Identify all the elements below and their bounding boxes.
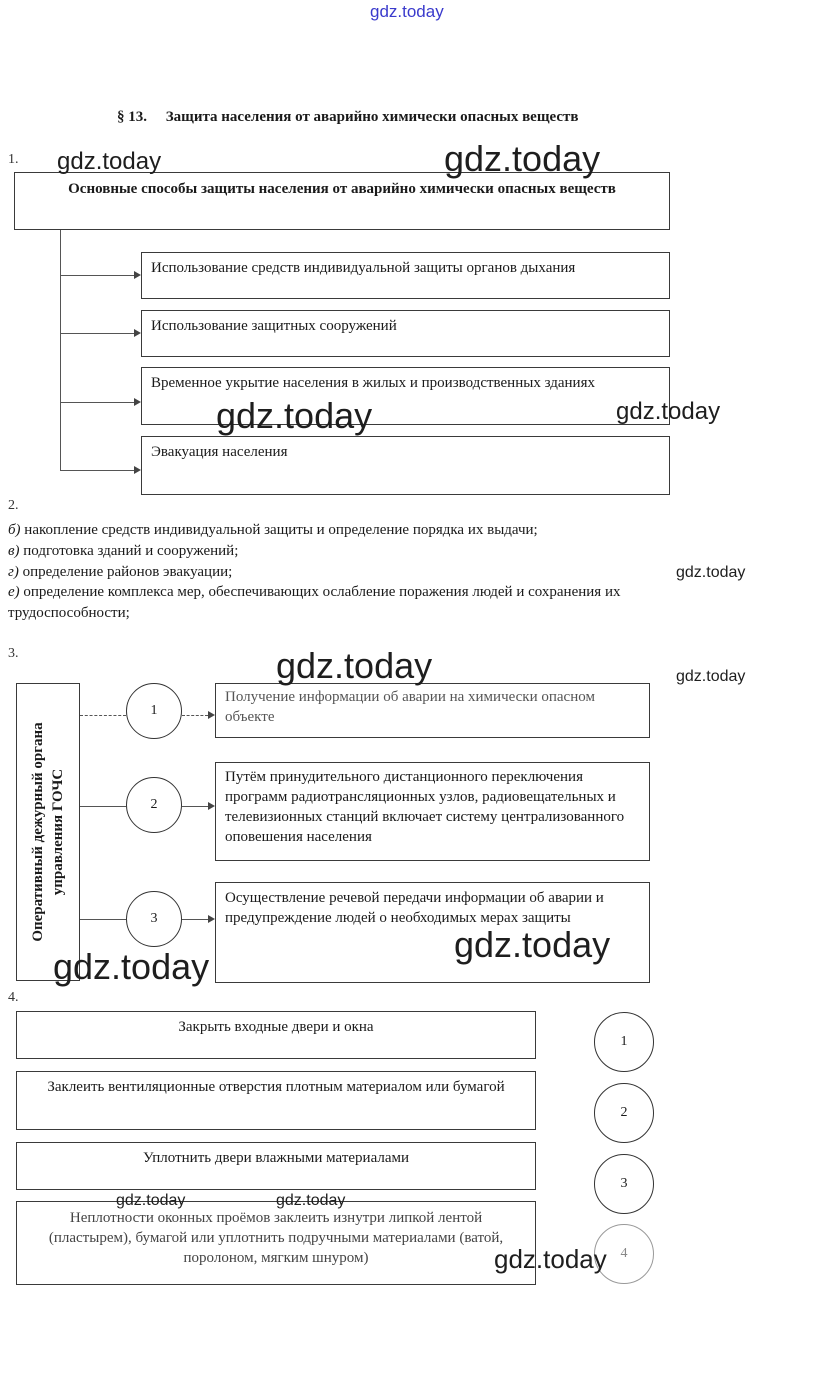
- method-text-4: Эвакуация населения: [151, 444, 288, 460]
- step-1-line-right: [182, 715, 208, 716]
- method-text-3: Временное укрытие населения в жилых и производственных зданиях: [151, 375, 595, 391]
- connector-4: [60, 470, 134, 471]
- action-circle-3: 3: [594, 1154, 654, 1214]
- page-title: § 13. Защита населения от аварийно химически опасных веществ: [117, 109, 579, 125]
- list-item-b: [8, 520, 538, 540]
- list-item-g: [8, 562, 232, 582]
- section-1-number: 1.: [8, 152, 19, 167]
- section-3-number: 3.: [8, 646, 19, 661]
- list-text-e-continued: трудоспособности;: [8, 605, 130, 621]
- list-text-b: накопление средств индивидуальной защиты и определение порядка их выдачи;: [20, 522, 538, 538]
- action-box-1: [16, 1011, 536, 1059]
- watermark: gdz.today: [454, 924, 611, 965]
- step-3-line-right: [182, 919, 208, 920]
- step-2-box: [215, 762, 650, 861]
- watermark: gdz.today: [53, 946, 210, 987]
- connector-3: [60, 402, 134, 403]
- action-text-3: Уплотнить двери влажными материалами: [142, 1150, 410, 1166]
- list-letter-e: е): [8, 584, 20, 600]
- arrow-2: [134, 329, 141, 337]
- watermark: gdz.today: [676, 564, 746, 581]
- arrow-1: [134, 271, 141, 279]
- duty-officer-box: [16, 683, 80, 981]
- section-1-trunk: [60, 230, 61, 471]
- connector-2: [60, 333, 134, 334]
- watermark: gdz.today: [444, 138, 601, 179]
- step-1-line-left: [80, 715, 126, 716]
- method-text-1: Использование средств индивидуальной защиты органов дыхания: [151, 260, 576, 276]
- watermark: gdz.today: [676, 668, 746, 685]
- action-text-4: Неплотности оконных проёмов заклеить изнутри липкой лентой (пластырем), бумагой или уплотнить подручными материалами (ватой, поролоном, мягким шнуром): [48, 1210, 504, 1266]
- action-box-3: [16, 1142, 536, 1190]
- watermark: gdz.today: [216, 395, 373, 436]
- watermark-top: gdz.today: [370, 2, 444, 21]
- step-1-arrow: [208, 711, 215, 719]
- action-circle-1: 1: [594, 1012, 654, 1072]
- method-box-1: [141, 252, 670, 299]
- list-letter-v: в): [8, 543, 20, 559]
- list-item-e-continued: [8, 603, 130, 623]
- action-circle-4: 4: [594, 1224, 654, 1284]
- watermark: gdz.today: [494, 1244, 607, 1274]
- step-3-circle: 3: [126, 891, 182, 947]
- duty-officer-label: Оперативный дежурный органа управления ГОЧС: [30, 722, 66, 942]
- step-1-circle: 1: [126, 683, 182, 739]
- method-box-2: [141, 310, 670, 357]
- list-text-v: подготовка зданий и сооружений;: [19, 543, 239, 559]
- watermark: gdz.today: [616, 398, 721, 425]
- action-circle-2: 2: [594, 1083, 654, 1143]
- list-item-v: [8, 541, 238, 561]
- list-letter-b: б): [8, 522, 21, 538]
- step-2-text: Путём принудительного дистанционного переключения программ радиотрансляционных узлов, радиовещательных и телевизионных станций включает систему централизованного оповешения населения: [225, 769, 625, 845]
- arrow-4: [134, 466, 141, 474]
- step-2-line-right: [182, 806, 208, 807]
- step-2-line-left: [80, 806, 126, 807]
- method-text-2: Использование защитных сооружений: [151, 318, 397, 334]
- step-1-box: [215, 683, 650, 738]
- watermark: gdz.today: [276, 645, 433, 686]
- step-3-line-left: [80, 919, 126, 920]
- method-box-4: [141, 436, 670, 495]
- watermark: gdz.today: [276, 1192, 346, 1209]
- arrow-3: [134, 398, 141, 406]
- watermark: gdz.today: [57, 148, 162, 175]
- connector-1: [60, 275, 134, 276]
- list-text-g: определение районов эвакуации;: [18, 564, 233, 580]
- step-2-arrow: [208, 802, 215, 810]
- list-item-e: [8, 582, 620, 602]
- action-text-2: Заклеить вентиляционные отверстия плотным материалом или бумагой: [47, 1079, 505, 1095]
- section-2-number: 2.: [8, 498, 19, 513]
- action-box-4: [16, 1201, 536, 1285]
- action-text-1: Закрыть входные двери и окна: [178, 1019, 374, 1035]
- main-methods-text: Основные способы защиты населения от аварийно химически опасных веществ: [68, 181, 616, 197]
- step-2-circle: 2: [126, 777, 182, 833]
- step-3-text: Осуществление речевой передачи информации об аварии и предупреждение людей о необходимых мерах защиты: [225, 890, 604, 926]
- action-box-2: [16, 1071, 536, 1130]
- list-text-e: определение комплекса мер, обеспечивающих ослабление поражения людей и сохранения их: [19, 584, 621, 600]
- step-1-text: Получение информации об аварии на химически опасном объекте: [225, 689, 595, 725]
- list-letter-g: г): [8, 564, 19, 580]
- section-4-number: 4.: [8, 990, 19, 1005]
- main-methods-box: [14, 172, 670, 230]
- watermark: gdz.today: [116, 1192, 186, 1209]
- step-3-arrow: [208, 915, 215, 923]
